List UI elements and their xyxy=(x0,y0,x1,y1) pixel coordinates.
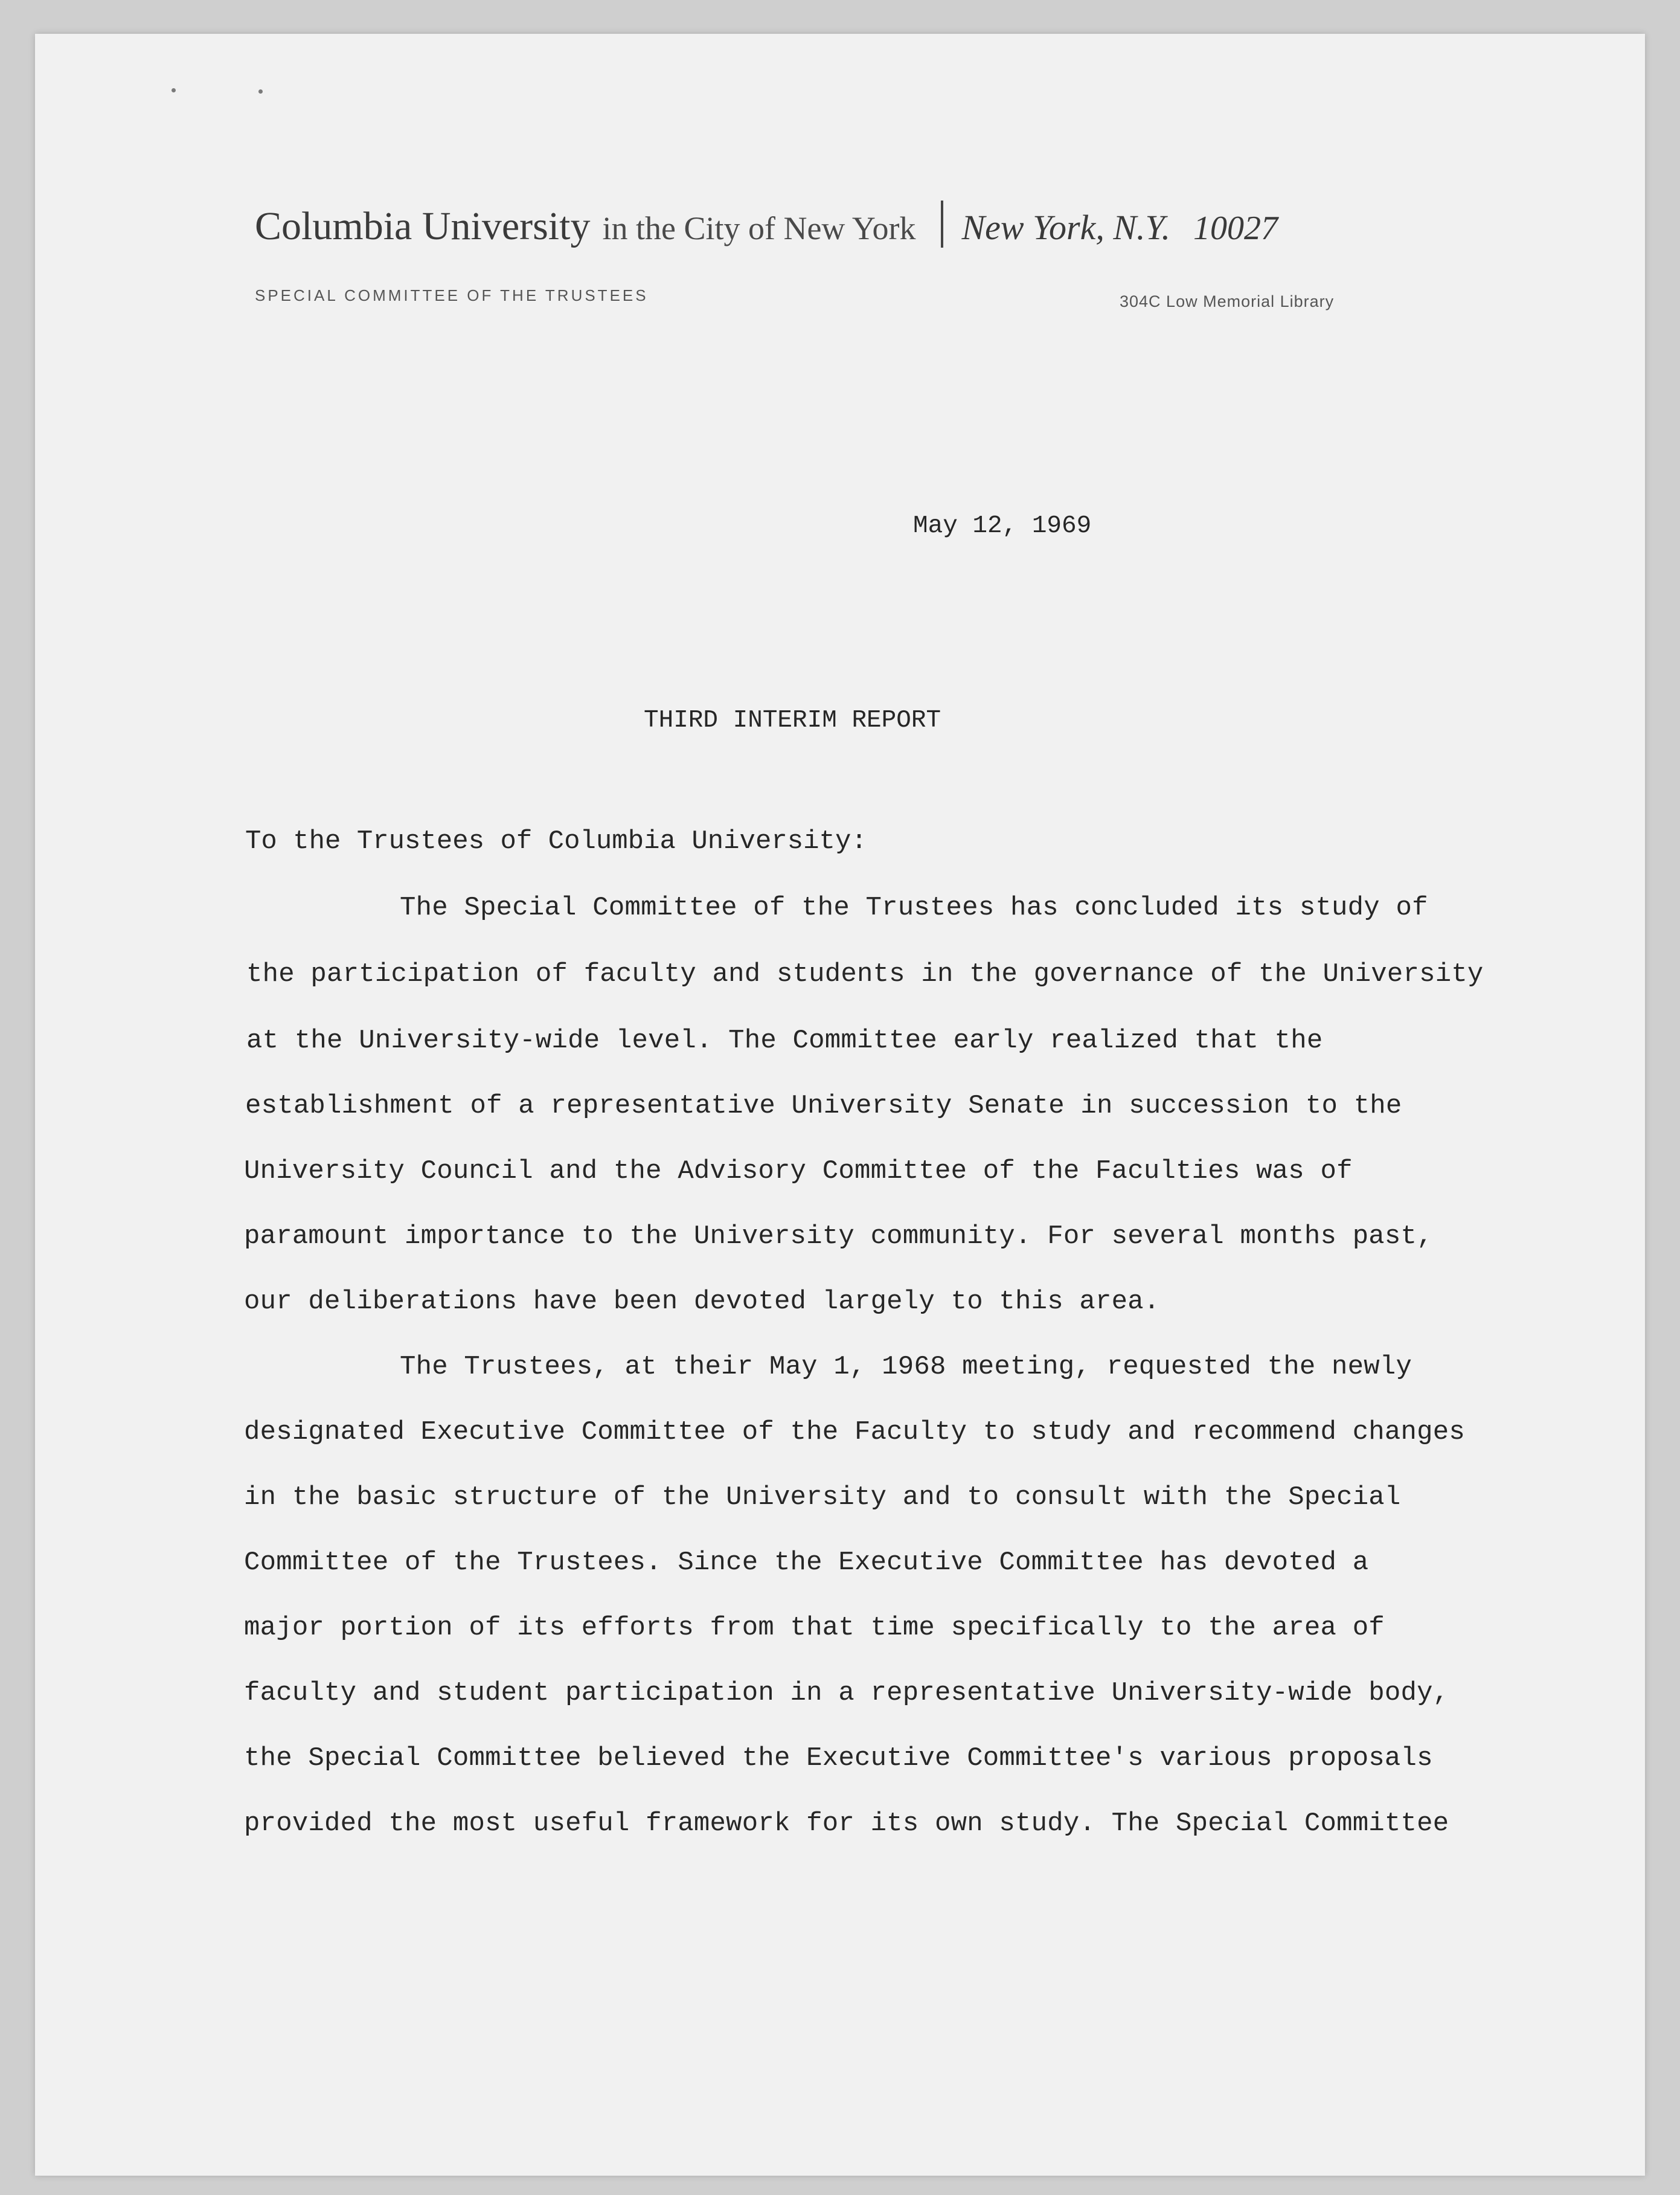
body-line: paramount importance to the University community. For several months past, xyxy=(244,1221,1433,1252)
letterhead-title xyxy=(255,201,1432,261)
body-line: our deliberations have been devoted largely to this area. xyxy=(244,1287,1160,1317)
university-city-phrase: in the City of New York xyxy=(602,210,916,246)
body-line: provided the most useful framework for its own study. The Special Committee xyxy=(244,1808,1449,1839)
salutation: To the Trustees of Columbia University: xyxy=(245,826,867,856)
body-line: Committee of the Trustees. Since the Executive Committee has devoted a xyxy=(244,1547,1369,1578)
body-line: The Special Committee of the Trustees has concluded its study of xyxy=(400,893,1428,923)
body-line: faculty and student participation in a representative University-wide body, xyxy=(244,1678,1449,1708)
body-line: University Council and the Advisory Committee of the Faculties was of xyxy=(244,1156,1353,1186)
report-title: THIRD INTERIM REPORT xyxy=(644,707,941,734)
report-date: May 12, 1969 xyxy=(913,512,1092,540)
body-line: at the University-wide level. The Committee early realized that the xyxy=(246,1026,1323,1056)
body-line: in the basic structure of the University and to consult with the Special xyxy=(244,1482,1401,1512)
body-line: establishment of a representative University Senate in succession to the xyxy=(245,1091,1402,1121)
body-line: major portion of its efforts from that time specifically to the area of xyxy=(244,1613,1385,1643)
body-line: the Special Committee believed the Executive Committee's various proposals xyxy=(244,1743,1433,1773)
university-name: Columbia University xyxy=(255,204,591,248)
body-line: the participation of faculty and students in the governance of the University xyxy=(246,959,1484,989)
scan-speck xyxy=(172,88,176,92)
body-line: designated Executive Committee of the Faculty to study and recommend changes xyxy=(244,1417,1465,1447)
letterhead-divider xyxy=(941,201,943,248)
scan-speck xyxy=(258,89,263,94)
letterhead-committee: SPECIAL COMMITTEE OF THE TRUSTEES xyxy=(255,286,649,304)
letterhead-office: 304C Low Memorial Library xyxy=(1120,292,1335,310)
letterhead-zip: 10027 xyxy=(1193,210,1278,247)
letterhead-city: New York, N.Y. xyxy=(961,208,1170,247)
body-line: The Trustees, at their May 1, 1968 meeting, requested the newly xyxy=(400,1352,1412,1382)
